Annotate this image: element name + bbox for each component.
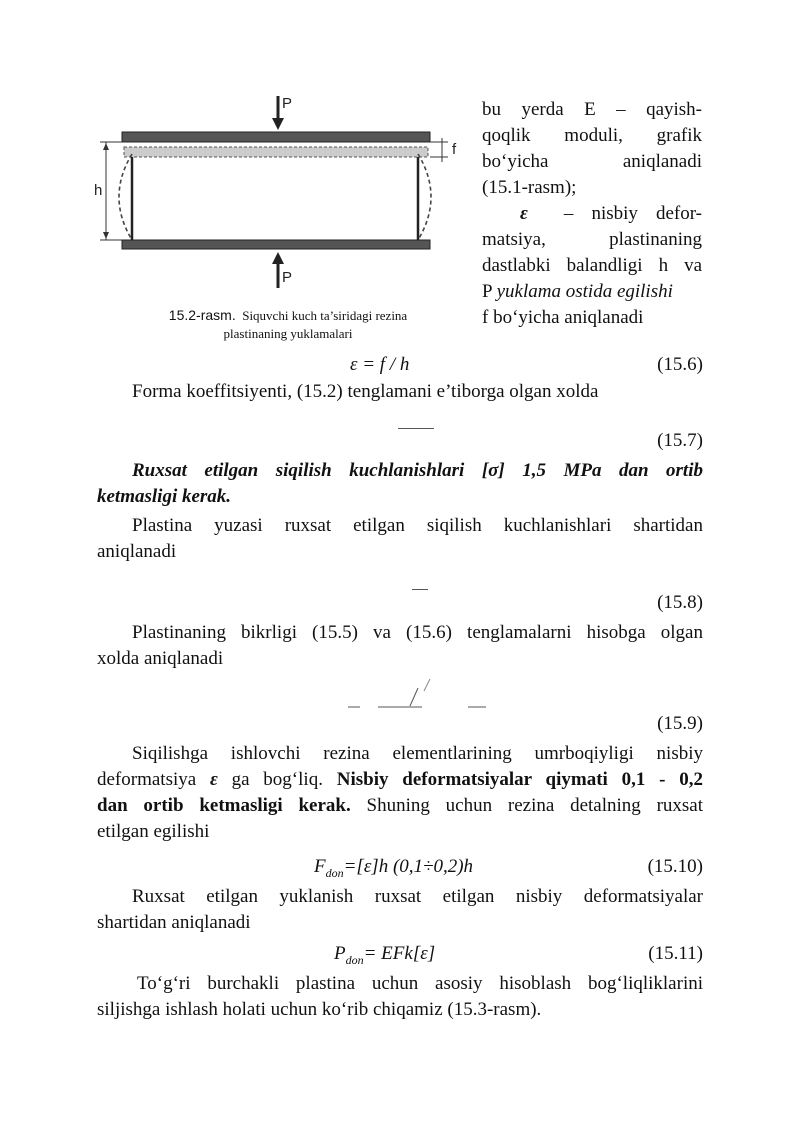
eq-15-11-rest: = EFk[ε] [363,943,436,964]
eq-15-10-f: F [314,856,326,877]
label-h: h [94,182,103,199]
para-plastina [97,513,703,565]
eq-15-6-number: (15.6) [657,354,703,375]
para-siqilish-l2b: ga bog‘liq. [231,769,323,790]
side-line-8-p: P [482,281,492,302]
eq-15-11-number: (15.11) [648,943,703,964]
eq-15-9-number: (15.9) [657,713,703,734]
side-line-8 [482,279,702,305]
para-yuklanish [97,884,703,936]
h-arrow-top [103,143,109,150]
label-p-bottom: P [282,269,293,286]
para-plastina-line1: Plastina yuzasi ruxsat etilgan siqilish kuchlanishlari shartidan [132,515,703,536]
eq-15-11-sub: don [345,952,364,967]
para-ruxsat-line2-text: ketmasligi kerak. [97,486,232,507]
para-ruxsat [97,458,703,510]
para-last [97,971,703,1023]
side-line-1-text: bu yerda E – qayish- [482,99,702,120]
para-siqilish-line4: etilgan egilishi [97,821,210,842]
bulge-right [418,154,431,240]
side-line-1 [482,97,702,123]
para-bikrligi-line1: Plastinaning bikrligi (15.5) va (15.6) tenglamalarni hisobga olgan [132,622,703,643]
para-yuklanish-line2: shartidan aniqlanadi [97,912,251,933]
side-line-8-text: yuklama ostida egilishi [496,281,673,302]
deformed-top-position [124,147,428,157]
label-f: f [452,141,457,158]
side-line-2: qoqlik moduli, grafik [482,125,702,146]
para-siqilish-line1: Siqilishga ishlovchi rezina elementlarining umrboqiyligi nisbiy [132,743,703,764]
bottom-load-arrow-head [272,252,284,264]
side-line-6: matsiya, plastinaning [482,229,702,250]
eq-15-9-fraction-marks [340,676,490,712]
para-siqilish [97,741,703,845]
eq-15-6-text: ε = f / h [350,354,410,375]
eq-15-11-formula [334,941,435,973]
para-siqilish-l2-bold: Nisbiy deformatsiyalar qiymati 0,1 - 0,2 [336,769,704,790]
eq-15-10-number: (15.10) [647,856,703,877]
para-siqilish-l2a: deformatsiya [97,769,197,790]
side-text-column [482,97,702,331]
caption-number: 15.2-rasm. [168,307,236,323]
eq-15-6-formula [350,352,409,378]
figure-caption [120,306,456,343]
para-siqilish-line2 [97,767,703,793]
eq-15-7-number: (15.7) [657,430,703,451]
para-siqilish-line3 [97,793,703,819]
caption-line1: Siquvchi kuch ta’siridagi rezina [242,308,408,323]
eq-15-11-p: P [334,943,346,964]
epsilon-symbol: ε [520,203,528,224]
para-siqilish-l3-bold: dan ortib ketmasligi kerak. [97,795,351,816]
para-yuklanish-line1: Ruxsat etilgan yuklanish ruxsat etilgan nisbiy deformatsiyalar [132,886,703,907]
top-plate [122,132,430,142]
para-ruxsat-line1-text: Ruxsat etilgan siqilish kuchlanishlari [σ] 1,5 MPa dan ortib [132,460,703,481]
bottom-plate [122,240,430,249]
side-line-3: bo‘yicha aniqlanadi [482,151,702,172]
epsilon-symbol-2: ε [209,769,218,790]
caption-line2: plastinaning yuklamalari [223,326,353,341]
side-line-5-text: – nisbiy defor- [563,203,702,224]
eq-15-9-slash [410,688,418,706]
top-load-arrow-head [272,118,284,130]
figure-rubber-plate-compression [92,92,472,292]
label-p-top: P [282,95,293,112]
eq-15-10-rest: =[ε]h (0,1÷0,2)h [343,856,474,877]
side-line-5 [482,201,702,227]
para-bikrligi [97,620,703,672]
para-siqilish-l3-rest: Shuning uchun rezina detalning ruxsat [366,795,704,816]
side-line-7: dastlabki balandligi h va [482,255,702,276]
eq-15-8-number: (15.8) [657,592,703,613]
eq-15-8-fraction-line [412,589,428,590]
eq-15-10-formula [314,854,473,886]
side-line-4: (15.1-rasm); [482,177,577,198]
eq-15-9-slash-top [424,679,430,691]
para-forma: Forma koeffitsiyenti, (15.2) tenglamani e’tiborga olgan xolda [132,381,599,402]
para-last-line1: To‘g‘ri burchakli plastina uchun asosiy hisoblash bog‘liqliklarini [137,973,703,994]
eq-15-7-fraction-line [398,428,434,429]
eq-15-10-sub: don [325,865,344,880]
para-last-line2: siljishga ishlash holati uchun ko‘rib chiqamiz (15.3-rasm). [97,999,542,1020]
para-plastina-line2: aniqlanadi [97,541,177,562]
para-ruxsat-line2 [97,484,703,510]
side-line-9: f bo‘yicha aniqlanadi [482,307,644,328]
bulge-left [119,154,132,240]
para-ruxsat-line1 [97,458,703,484]
para-bikrligi-line2: xolda aniqlanadi [97,648,224,669]
h-arrow-bottom [103,232,109,239]
